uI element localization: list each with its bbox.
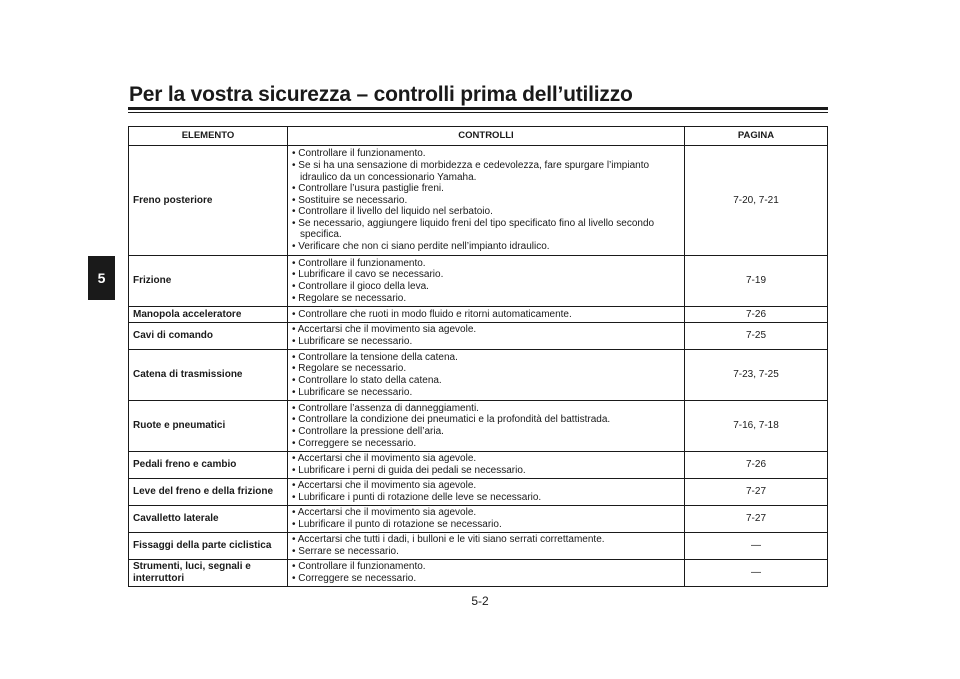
title-rule-thin [128,112,828,113]
check-text: Controllare il gioco della leva. [298,281,429,292]
bullet-glyph: • [292,492,296,503]
check-text: Lubrificare se necessario. [298,386,413,398]
table-row [129,560,828,587]
row-element: Cavalletto laterale [129,506,288,533]
check-text: Sostituire se necessario. [298,194,408,206]
check-item [292,453,680,465]
check-text: Lubrificare se necessario. [298,336,413,347]
page-number: 5-2 [471,594,489,608]
bullet-glyph: • [292,414,296,426]
row-checks [288,533,685,560]
bullet-glyph: • [292,257,296,269]
check-text: Controllare il funzionamento. [298,561,426,573]
bullet-glyph: • [292,480,296,492]
check-text: Regolare se necessario. [298,292,407,304]
check-text: Controllare il funzionamento. [298,148,426,160]
row-checks [288,479,685,506]
column-header-page: PAGINA [685,127,828,146]
bullet-glyph: • [292,194,296,206]
check-item [292,387,680,399]
check-text: Lubrificare il cavo se necessario. [298,269,444,281]
check-item [292,324,680,336]
row-page-ref: 7-26 [685,307,828,323]
check-text: Controllare l’assenza di danneggiamenti. [298,402,479,414]
bullet-glyph: • [292,465,296,476]
check-text: Correggere se necessario. [298,573,417,584]
row-page-ref: 7-27 [685,506,828,533]
bullet-glyph: • [292,148,296,160]
row-element: Ruote e pneumatici [129,401,288,452]
table-row [129,506,828,533]
table-row [129,479,828,506]
check-text: Serrare se necessario. [298,546,399,557]
check-text: Controllare la condizione dei pneumatici e la profondità del battistrada. [298,414,611,426]
bullet-glyph: • [292,269,296,281]
row-element: Pedali freno e cambio [129,452,288,479]
row-element: Strumenti, luci, segnali e interruttori [129,560,288,587]
check-item [292,309,680,321]
check-item [292,414,680,426]
check-item [292,363,680,375]
bullet-glyph: • [292,281,296,292]
row-page-ref: — [685,560,828,587]
table-header-row [129,127,828,146]
check-text: Controllare lo stato della catena. [298,375,442,386]
row-element: Fissaggi della parte ciclistica [129,533,288,560]
check-text: Accertarsi che tutti i dadi, i bulloni e le viti siano serrati correttamente. [297,534,605,546]
check-item [292,160,680,183]
row-page-ref: 7-26 [685,452,828,479]
table-row [129,307,828,323]
bullet-glyph: • [292,453,296,465]
check-text: Lubrificare i perni di guida dei pedali se necessario. [298,465,526,476]
check-item [292,183,680,195]
bullet-glyph: • [292,159,296,171]
row-page-ref: 7-27 [685,479,828,506]
check-item [292,507,680,519]
table-body [129,146,828,587]
table-row [129,256,828,307]
row-element: Freno posteriore [129,146,288,256]
check-text: Se si ha una sensazione di morbidezza e cedevolezza, fare spurgare l’impianto idraulico da un concessionario Yamaha. [298,159,650,183]
row-checks [288,452,685,479]
bullet-glyph: • [292,546,296,557]
page-title: Per la vostra sicurezza – controlli prima dell’utilizzo [129,83,633,106]
row-checks [288,401,685,452]
row-page-ref: — [685,533,828,560]
bullet-glyph: • [292,292,296,304]
check-item [292,403,680,415]
row-checks [288,146,685,256]
bullet-glyph: • [292,402,296,414]
bullet-glyph: • [292,534,296,546]
row-element: Leve del freno e della frizione [129,479,288,506]
check-item [292,573,680,585]
row-page-ref: 7-20, 7-21 [685,146,828,256]
check-item [292,534,680,546]
table-row [129,323,828,350]
table-row [129,350,828,401]
chapter-tab: 5 [88,256,115,300]
check-text: Lubrificare il punto di rotazione se necessario. [298,519,502,530]
bullet-glyph: • [292,426,296,437]
bullet-glyph: • [292,561,296,573]
check-item [292,148,680,160]
check-item [292,352,680,364]
title-rule-thick [128,107,828,110]
table-row [129,146,828,256]
check-text: Lubrificare i punti di rotazione delle leve se necessario. [298,492,542,503]
check-item [292,195,680,207]
bullet-glyph: • [292,206,296,218]
check-text: Controllare il funzionamento. [298,257,426,269]
check-text: Accertarsi che il movimento sia agevole. [297,324,477,336]
check-item [292,438,680,450]
bullet-glyph: • [292,308,296,320]
row-page-ref: 7-23, 7-25 [685,350,828,401]
check-item [292,561,680,573]
row-checks [288,307,685,323]
check-item [292,241,680,253]
check-item [292,269,680,281]
check-item [292,258,680,270]
bullet-glyph: • [292,324,296,336]
check-item [292,293,680,305]
row-page-ref: 7-19 [685,256,828,307]
check-item [292,218,680,241]
bullet-glyph: • [292,507,296,519]
row-checks [288,560,685,587]
row-checks [288,506,685,533]
check-text: Controllare la pressione dell’aria. [298,426,444,437]
pre-ride-checklist-table [128,126,828,587]
check-item [292,206,680,218]
check-item [292,426,680,438]
bullet-glyph: • [292,375,296,386]
check-text: Accertarsi che il movimento sia agevole. [297,480,477,492]
row-element: Manopola acceleratore [129,307,288,323]
check-item [292,480,680,492]
row-checks [288,350,685,401]
bullet-glyph: • [292,363,296,375]
table-row [129,533,828,560]
bullet-glyph: • [292,336,296,347]
bullet-glyph: • [292,351,296,363]
check-text: Accertarsi che il movimento sia agevole. [297,453,477,465]
check-item [292,281,680,293]
check-item [292,492,680,504]
row-checks [288,256,685,307]
row-page-ref: 7-25 [685,323,828,350]
check-item [292,465,680,477]
bullet-glyph: • [292,217,296,229]
table-row [129,452,828,479]
table-row [129,401,828,452]
check-text: Controllare la tensione della catena. [298,351,458,363]
bullet-glyph: • [292,386,296,398]
row-element: Frizione [129,256,288,307]
bullet-glyph: • [292,183,296,195]
row-page-ref: 7-16, 7-18 [685,401,828,452]
check-item [292,336,680,348]
column-header-checks: CONTROLLI [288,127,685,146]
bullet-glyph: • [292,437,296,449]
check-text: Controllare che ruoti in modo fluido e ritorni automaticamente. [298,308,572,320]
bullet-glyph: • [292,519,296,530]
check-text: Controllare il livello del liquido nel serbatoio. [298,206,493,218]
check-item [292,546,680,558]
check-text: Correggere se necessario. [298,437,417,449]
row-checks [288,323,685,350]
column-header-element: ELEMENTO [129,127,288,146]
bullet-glyph: • [292,241,296,253]
row-element: Catena di trasmissione [129,350,288,401]
check-text: Verificare che non ci siano perdite nell’impianto idraulico. [298,241,550,253]
check-text: Controllare l’usura pastiglie freni. [298,183,444,195]
bullet-glyph: • [292,573,296,584]
row-element: Cavi di comando [129,323,288,350]
check-item [292,375,680,387]
check-text: Regolare se necessario. [298,363,407,375]
check-text: Accertarsi che il movimento sia agevole. [297,507,477,519]
check-item [292,519,680,531]
check-text: Se necessario, aggiungere liquido freni del tipo specificato fino al livello secondo specifica. [298,217,655,241]
